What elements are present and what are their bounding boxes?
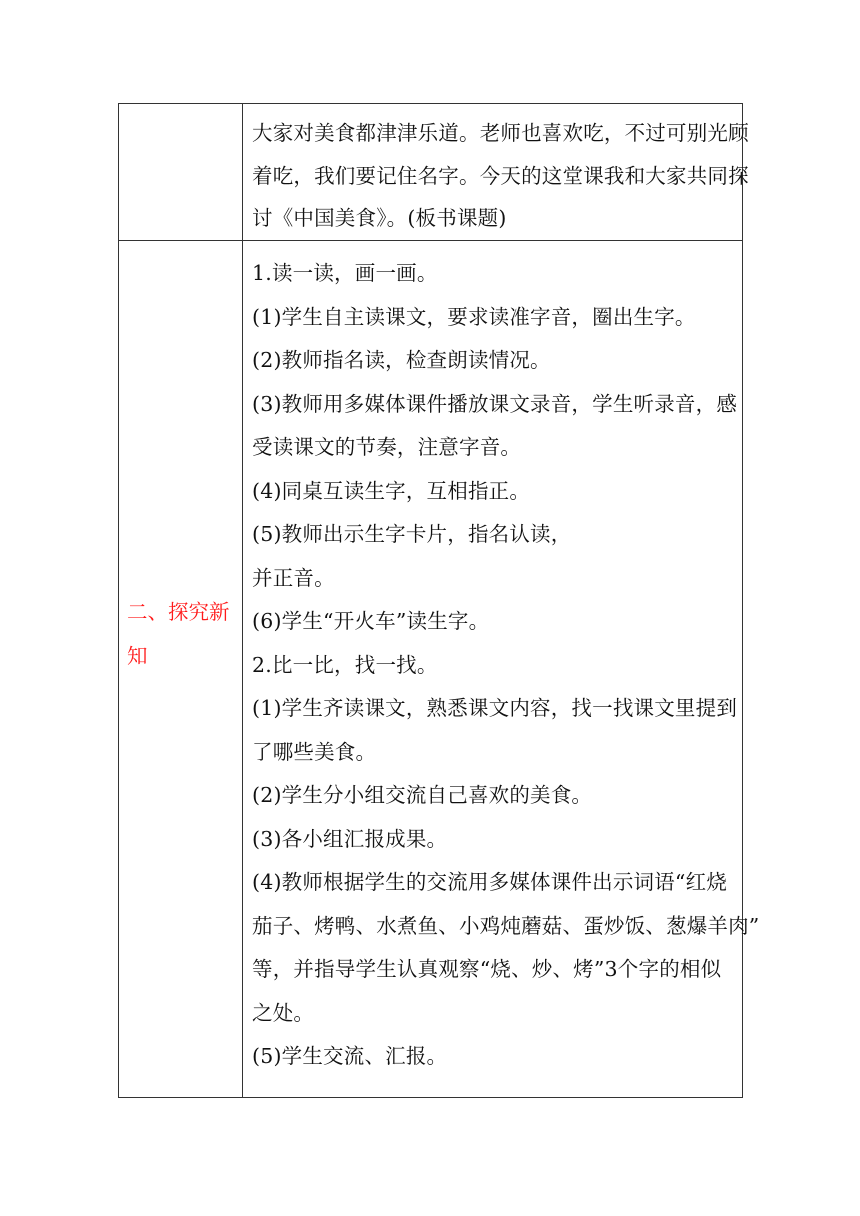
text-line: 之处。	[252, 1000, 315, 1025]
text-line: 等，并指导学生认真观察“烧、炒、烤”3个字的相似	[252, 957, 722, 981]
text-line: 了哪些美食。	[252, 739, 377, 764]
table-row-explore	[119, 241, 743, 1098]
text-line: (3)教师用多媒体课件播放课文录音，学生听录音，感	[252, 391, 738, 416]
text-line: (5)学生交流、汇报。	[252, 1044, 448, 1068]
lesson-plan-table	[118, 103, 760, 1098]
section-title: 二、探究新知	[127, 600, 230, 668]
text-line: (1)学生齐读课文，熟悉课文内容，找一找课文里提到	[252, 696, 738, 720]
text-line: (5)教师出示生字卡片，指名认读，	[252, 522, 572, 546]
section-cell-empty	[119, 104, 243, 241]
section-cell-explore	[119, 241, 243, 1098]
text-line: (4)同桌互读生字，互相指正。	[252, 478, 531, 503]
text-line: 受读课文的节奏，注意字音。	[252, 435, 522, 459]
table-row-intro	[119, 104, 743, 241]
content-cell-intro	[243, 104, 749, 241]
text-line: 并正音。	[252, 565, 335, 590]
text-line: 大家对美食都津津乐道。老师也喜欢吃，不过可别光顾	[252, 121, 749, 145]
text-line: 讨《中国美食》。(板书课题)	[252, 206, 507, 230]
text-line: 2.比一比，找一找。	[252, 652, 438, 677]
text-line: 着吃，我们要记住名字。今天的这堂课我和大家共同探	[252, 163, 749, 188]
text-line: 茄子、烤鸭、水煮鱼、小鸡炖蘑菇、蛋炒饭、葱爆羊肉”	[252, 913, 760, 938]
text-line: (6)学生“开火车”读生字。	[252, 609, 490, 633]
text-line: (2)教师指名读，检查朗读情况。	[252, 348, 551, 372]
text-line: (1)学生自主读课文，要求读准字音，圈出生字。	[252, 304, 696, 329]
text-line: (2)学生分小组交流自己喜欢的美食。	[252, 783, 593, 807]
text-line: (3)各小组汇报成果。	[252, 826, 448, 851]
content-cell-explore	[243, 241, 760, 1098]
text-line: 1.读一读，画一画。	[252, 261, 438, 285]
text-line: (4)教师根据学生的交流用多媒体课件出示词语“红烧	[252, 870, 728, 894]
